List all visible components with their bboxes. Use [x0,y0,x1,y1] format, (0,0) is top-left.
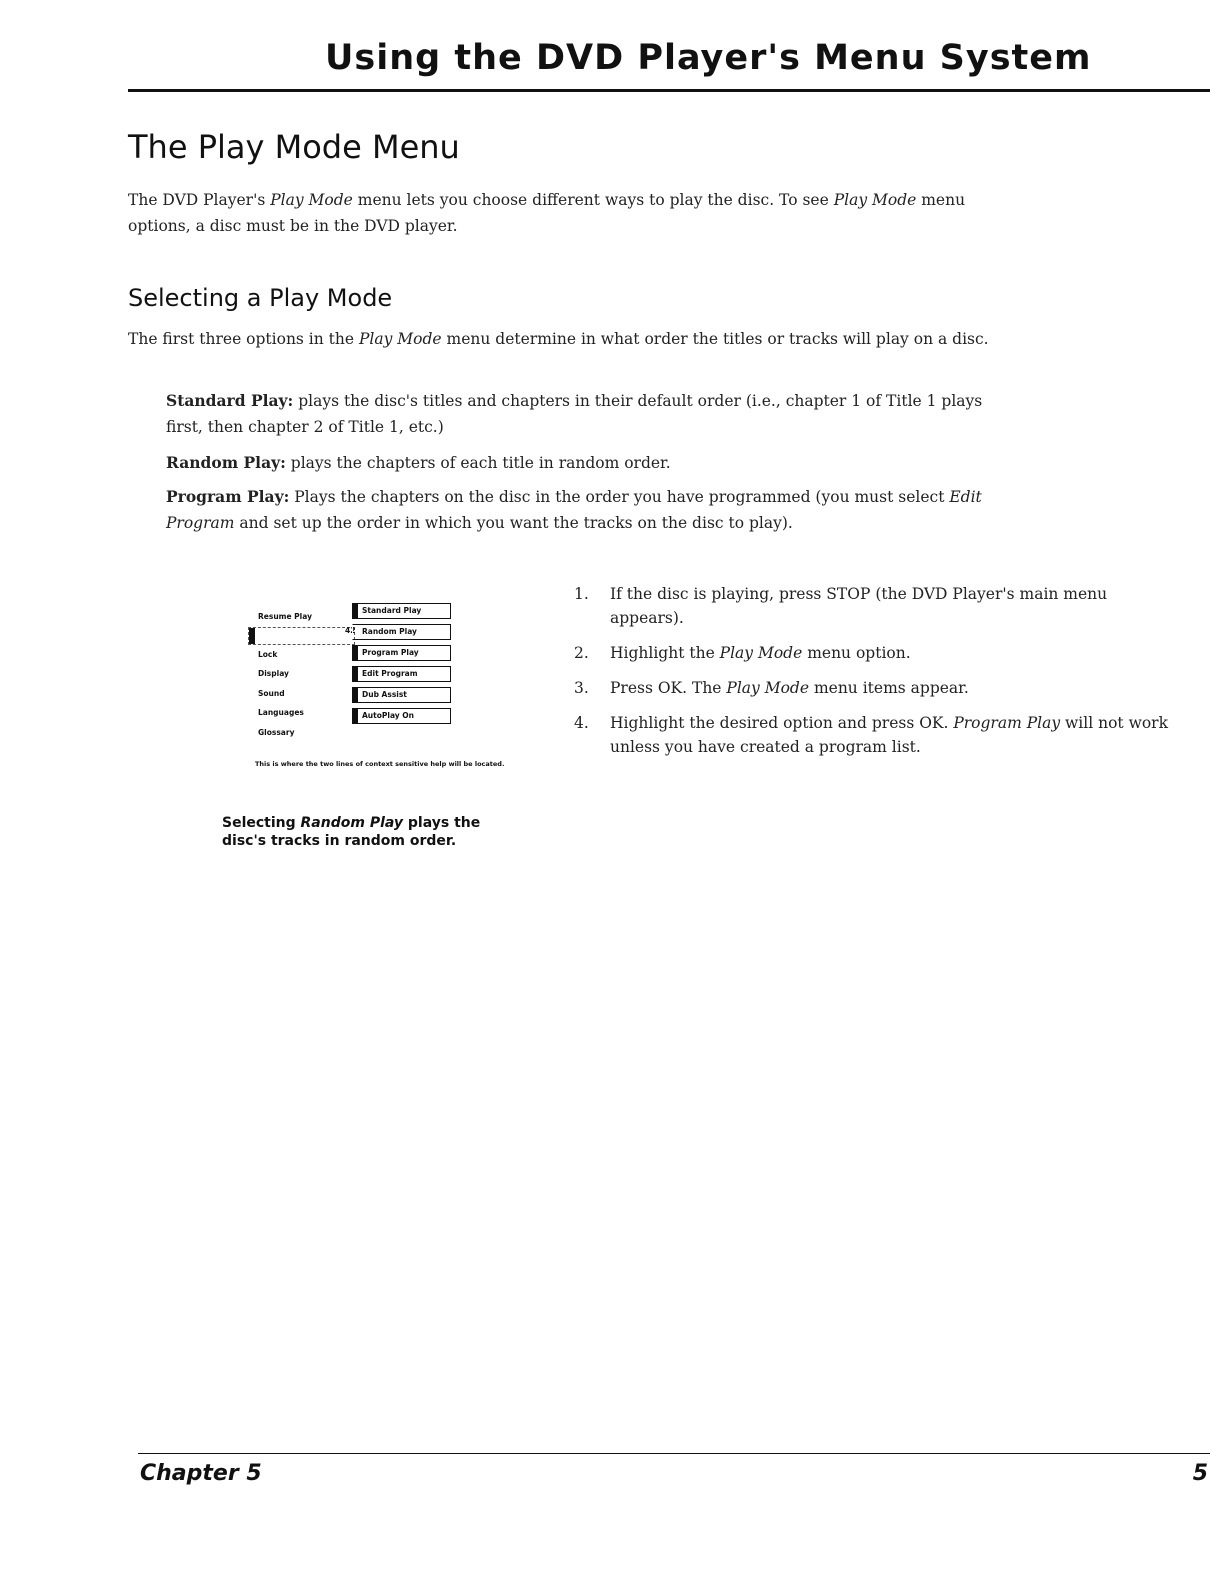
running-header-title: Using the DVD Player's Menu System [325,38,1092,78]
submenu-item-dub-assist: Dub Assist [352,687,451,703]
section-intro [128,187,988,239]
step-number: 1. [574,585,589,603]
footer-chapter-label: Chapter 5 [140,1461,262,1486]
text-run: menu option. [802,644,911,662]
step-item [574,676,1184,700]
text-run: and set up the order in which you want the tracks on the disc to play). [234,514,793,532]
header-rule [128,89,1210,92]
subsection-intro [128,326,998,352]
submenu-item-standard-play: Standard Play [352,603,451,619]
text-run: will not work unless you have created a program list. [610,714,1168,756]
main-menu-list [258,607,355,743]
text-run: plays the chapters of each title in random order. [285,454,671,472]
text-run: menu items appear. [809,679,969,697]
step-item [574,641,1184,665]
figure-caption [222,814,492,850]
text-run: Highlight the [610,644,720,662]
submenu-item-autoplay: AutoPlay On [352,708,451,724]
definition-standard-play [166,388,996,440]
text-run: Program Play [953,714,1061,732]
menu-item-resume-play: Resume Play [258,612,312,621]
footer-rule [138,1453,1210,1454]
menu-item-languages: Languages [258,708,304,718]
step-number: 4. [574,714,589,732]
step-item [574,582,1184,630]
menu-screen-figure [248,595,458,737]
text-run: menu determine in what order the titles or tracks will play on a disc. [441,330,989,348]
section-title: The Play Mode Menu [128,128,460,166]
steps-list [574,582,1184,770]
text-run: menu lets you choose different ways to play the disc. To see [352,191,834,209]
submenu-item-program-play: Program Play [352,645,451,661]
step-item [574,711,1184,759]
menu-item-glossary: Glossary [258,727,295,737]
definition-term: Standard Play: [166,391,294,410]
definition-desc [166,488,982,532]
text-run: Random Play [300,815,404,831]
text-run: Plays the chapters on the disc in the order you have programmed (you must select [289,488,950,506]
text-run: plays the disc's tracks in random order. [222,815,481,849]
step-text [610,585,1107,627]
step-number: 2. [574,644,589,662]
text-run: Play Mode [270,191,353,209]
definition-term: Program Play: [166,487,290,506]
text-run: Play Mode [726,679,810,697]
page-number: 5 [1192,1461,1208,1486]
submenu-item-edit-program: Edit Program [352,666,451,682]
menu-help-text: This is where the two lines of context sensitive help will be located. [255,760,505,768]
text-run: Play Mode [833,191,917,209]
step-text [610,714,1168,756]
text-run: Play Mode [359,330,442,348]
text-run: menu options, a disc must be in the DVD player. [128,191,966,235]
step-text [610,679,969,697]
menu-item-display: Display [258,669,289,679]
text-run: Play Mode [719,644,803,662]
menu-number: 42 [345,626,356,635]
menu-item-sound: Sound [258,688,285,698]
definition-term: Random Play: [166,453,286,472]
definition-program-play [166,484,996,536]
step-number: 3. [574,679,589,697]
submenu-item-random-play: Random Play [352,624,451,640]
definition-desc [286,454,671,472]
subsection-title: Selecting a Play Mode [128,284,393,312]
menu-item-lock: Lock [258,649,278,659]
step-text [610,644,911,662]
play-mode-submenu [352,603,451,729]
menu-item-play-mode-highlight [248,627,355,645]
text-run: The first three options in the [128,330,359,348]
text-run: If the disc is playing, press STOP (the DVD Player's main menu appears). [610,585,1108,627]
text-run: The DVD Player's [128,191,271,209]
text-run: Selecting [222,815,301,831]
text-run: plays the disc's titles and chapters in their default order (i.e., chapter 1 of Title 1 plays first, then chapter 2 of Title 1, etc.) [166,392,983,436]
text-run: Highlight the desired option and press OK. [610,714,954,732]
text-run: Press OK. The [610,679,727,697]
definition-random-play [166,450,996,476]
text-run: Edit Program [166,488,982,532]
